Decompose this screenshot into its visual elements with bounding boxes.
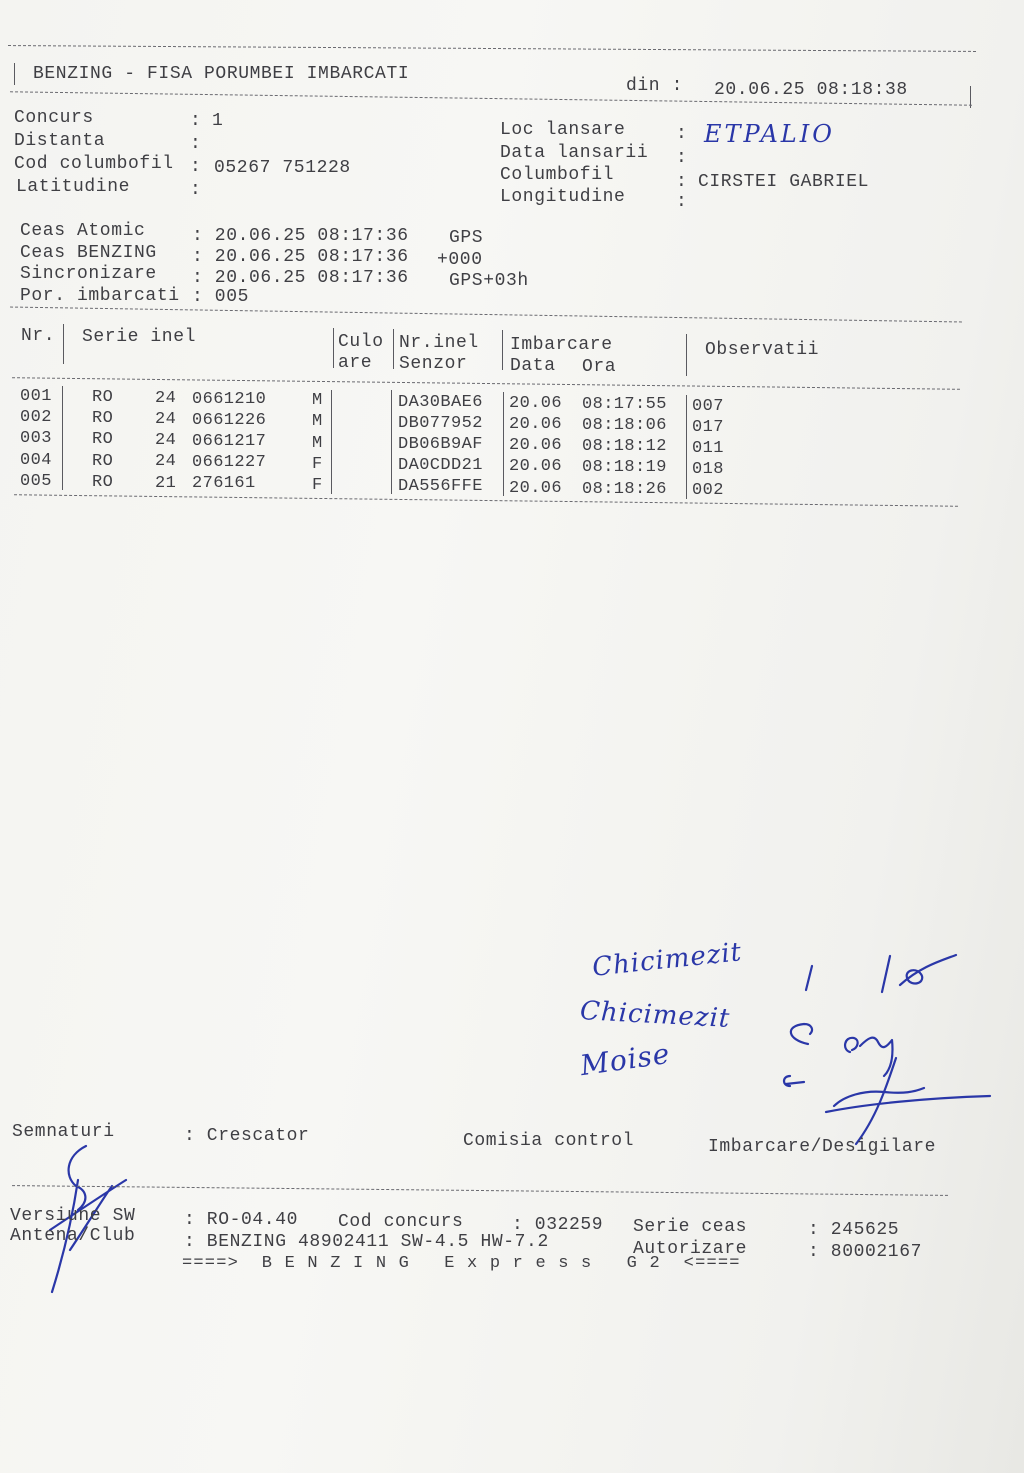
cell-country: RO (92, 430, 114, 450)
col-header-imbarcare: Imbarcare (510, 335, 613, 355)
cell-obs: 018 (692, 459, 724, 479)
cell-senzor: DA0CDD21 (398, 455, 483, 475)
cell-senzor: DB077952 (398, 413, 483, 433)
ceas-benzing-label: Ceas BENZING (20, 243, 157, 263)
document-title: BENZING - FISA PORUMBEI IMBARCATI (33, 64, 410, 84)
versiune-sw-label: Versiune SW (10, 1206, 136, 1226)
cell-data: 20.06 (509, 415, 563, 435)
columbofil-value: CIRSTEI GABRIEL (698, 172, 870, 192)
cell-year: 24 (155, 410, 177, 430)
cell-sex: M (312, 391, 323, 411)
concurs-value: 1 (212, 111, 224, 131)
concurs-label: Concurs (14, 108, 94, 128)
cell-data: 20.06 (509, 457, 563, 477)
cell-obs: 007 (692, 396, 724, 416)
cod-concurs-label: Cod concurs (338, 1212, 464, 1232)
cell-country: RO (92, 409, 114, 429)
signature-mark-3 (826, 1058, 990, 1144)
latitudine-sep: : (190, 180, 202, 200)
cell-ring: 276161 (192, 474, 256, 494)
loc-lansare-sep: : (676, 124, 688, 144)
cell-ora: 08:17:55 (582, 395, 667, 415)
cell-ora: 08:18:06 (582, 416, 667, 436)
versiune-sw-value: : RO-04.40 (184, 1210, 299, 1230)
loc-lansare-handwritten: ETPALIO (704, 120, 835, 148)
data-lansarii-label: Data lansarii (500, 143, 649, 163)
cod-columbofil-sep: : (190, 157, 202, 177)
cell-sex: M (312, 433, 323, 453)
cell-ring: 0661226 (192, 410, 267, 430)
ceas-benzing-value: : 20.06.25 08:17:36 (192, 247, 409, 267)
data-lansarii-sep: : (676, 148, 688, 168)
cell-data: 20.06 (509, 478, 563, 498)
longitudine-label: Longitudine (500, 187, 626, 207)
handwritten-name-2: Chicimezit (579, 996, 732, 1034)
autorizare-value: : 80002167 (808, 1242, 923, 1262)
cell-obs: 011 (692, 438, 724, 458)
col-header-nrinel: Nr.inel (399, 333, 479, 353)
cell-sex: M (312, 412, 323, 432)
serie-ceas-value: : 245625 (808, 1220, 900, 1240)
initial-mark-1 (806, 966, 812, 990)
initial-mark-2 (791, 1024, 812, 1044)
cell-year: 24 (155, 431, 177, 451)
cell-year: 24 (155, 389, 177, 409)
initial-mark-3 (784, 1076, 804, 1086)
ceas-atomic-value: : 20.06.25 08:17:36 (192, 226, 409, 246)
antena-club-value: : BENZING 48902411 SW-4.5 HW-7.2 (184, 1232, 549, 1252)
cell-year: 24 (155, 452, 177, 472)
cell-country: RO (92, 472, 114, 492)
cod-columbofil-label: Cod columbofil (14, 154, 174, 174)
semnaturi-label: Semnaturi (12, 1122, 115, 1142)
col-header-serie: Serie inel (82, 327, 197, 347)
cell-nr: 001 (20, 387, 52, 407)
cell-ora: 08:18:26 (582, 479, 667, 499)
col-header-ora: Ora (582, 357, 617, 377)
cell-ora: 08:18:12 (582, 437, 667, 457)
ceas-atomic-label: Ceas Atomic (20, 221, 146, 241)
col-header-senzor: Senzor (399, 354, 468, 374)
distanta-label: Distanta (14, 131, 106, 151)
ceas-benzing-extra: +000 (437, 250, 483, 270)
cod-concurs-value: : 032259 (512, 1215, 604, 1235)
cell-obs: 017 (692, 417, 724, 437)
cell-obs: 002 (692, 481, 724, 501)
cell-senzor: DB06B9AF (398, 434, 483, 454)
handwritten-name-1: Chicimezit (590, 937, 744, 983)
cell-nr: 005 (20, 471, 52, 491)
cell-sex: F (312, 475, 323, 495)
distanta-sep: : (190, 134, 202, 154)
cell-sex: F (312, 454, 323, 474)
col-header-culo: Culo (338, 332, 384, 352)
signature-mark-2 (845, 1038, 892, 1076)
longitudine-sep: : (676, 192, 688, 212)
autorizare-label: Autorizare (633, 1239, 748, 1259)
cell-nr: 003 (20, 429, 52, 449)
cell-year: 21 (155, 473, 177, 493)
cell-country: RO (92, 388, 114, 408)
crescator-label: : Crescator (184, 1126, 310, 1146)
cell-ring: 0661217 (192, 431, 267, 451)
header-din-label: din : (626, 76, 684, 96)
sincronizare-value: : 20.06.25 08:17:36 (192, 268, 409, 288)
columbofil-label: Columbofil (500, 165, 615, 185)
col-header-are: are (338, 353, 373, 373)
cod-columbofil-value: 05267 751228 (214, 158, 351, 178)
imbarcare-desigilare-label: Imbarcare/Desigilare (708, 1137, 937, 1157)
footer-banner: ====> B E N Z I N G E x p r e s s G 2 <==== (182, 1254, 741, 1273)
cell-ora: 08:18:19 (582, 458, 667, 478)
cell-nr: 004 (20, 450, 52, 470)
col-header-observatii: Observatii (705, 340, 820, 360)
cell-senzor: DA30BAE6 (398, 392, 483, 412)
concurs-sep: : (190, 111, 202, 131)
serie-ceas-label: Serie ceas (633, 1217, 748, 1237)
col-header-nr: Nr. (21, 326, 56, 346)
comisia-control-label: Comisia control (463, 1131, 635, 1151)
ceas-atomic-extra: GPS (449, 228, 484, 248)
signature-mark-1 (882, 955, 956, 992)
por-imbarcati-label: Por. imbarcati (20, 286, 180, 306)
col-header-data: Data (510, 356, 556, 376)
sincronizare-extra: GPS+03h (449, 271, 529, 291)
cell-nr: 002 (20, 408, 52, 428)
latitudine-label: Latitudine (16, 177, 131, 197)
cell-data: 20.06 (509, 394, 563, 414)
antena-club-label: Antena/Club (10, 1226, 136, 1246)
cell-country: RO (92, 451, 114, 471)
cell-ring: 0661227 (192, 452, 267, 472)
handwritten-name-3: Moise (578, 1036, 673, 1083)
por-imbarcati-value: : 005 (192, 287, 250, 307)
cell-senzor: DA556FFE (398, 476, 483, 496)
header-timestamp: 20.06.25 08:18:38 (714, 80, 908, 100)
sincronizare-label: Sincronizare (20, 264, 157, 284)
columbofil-sep: : (676, 172, 688, 192)
cell-ring: 0661210 (192, 389, 267, 409)
cell-data: 20.06 (509, 436, 563, 456)
loc-lansare-label: Loc lansare (500, 120, 626, 140)
